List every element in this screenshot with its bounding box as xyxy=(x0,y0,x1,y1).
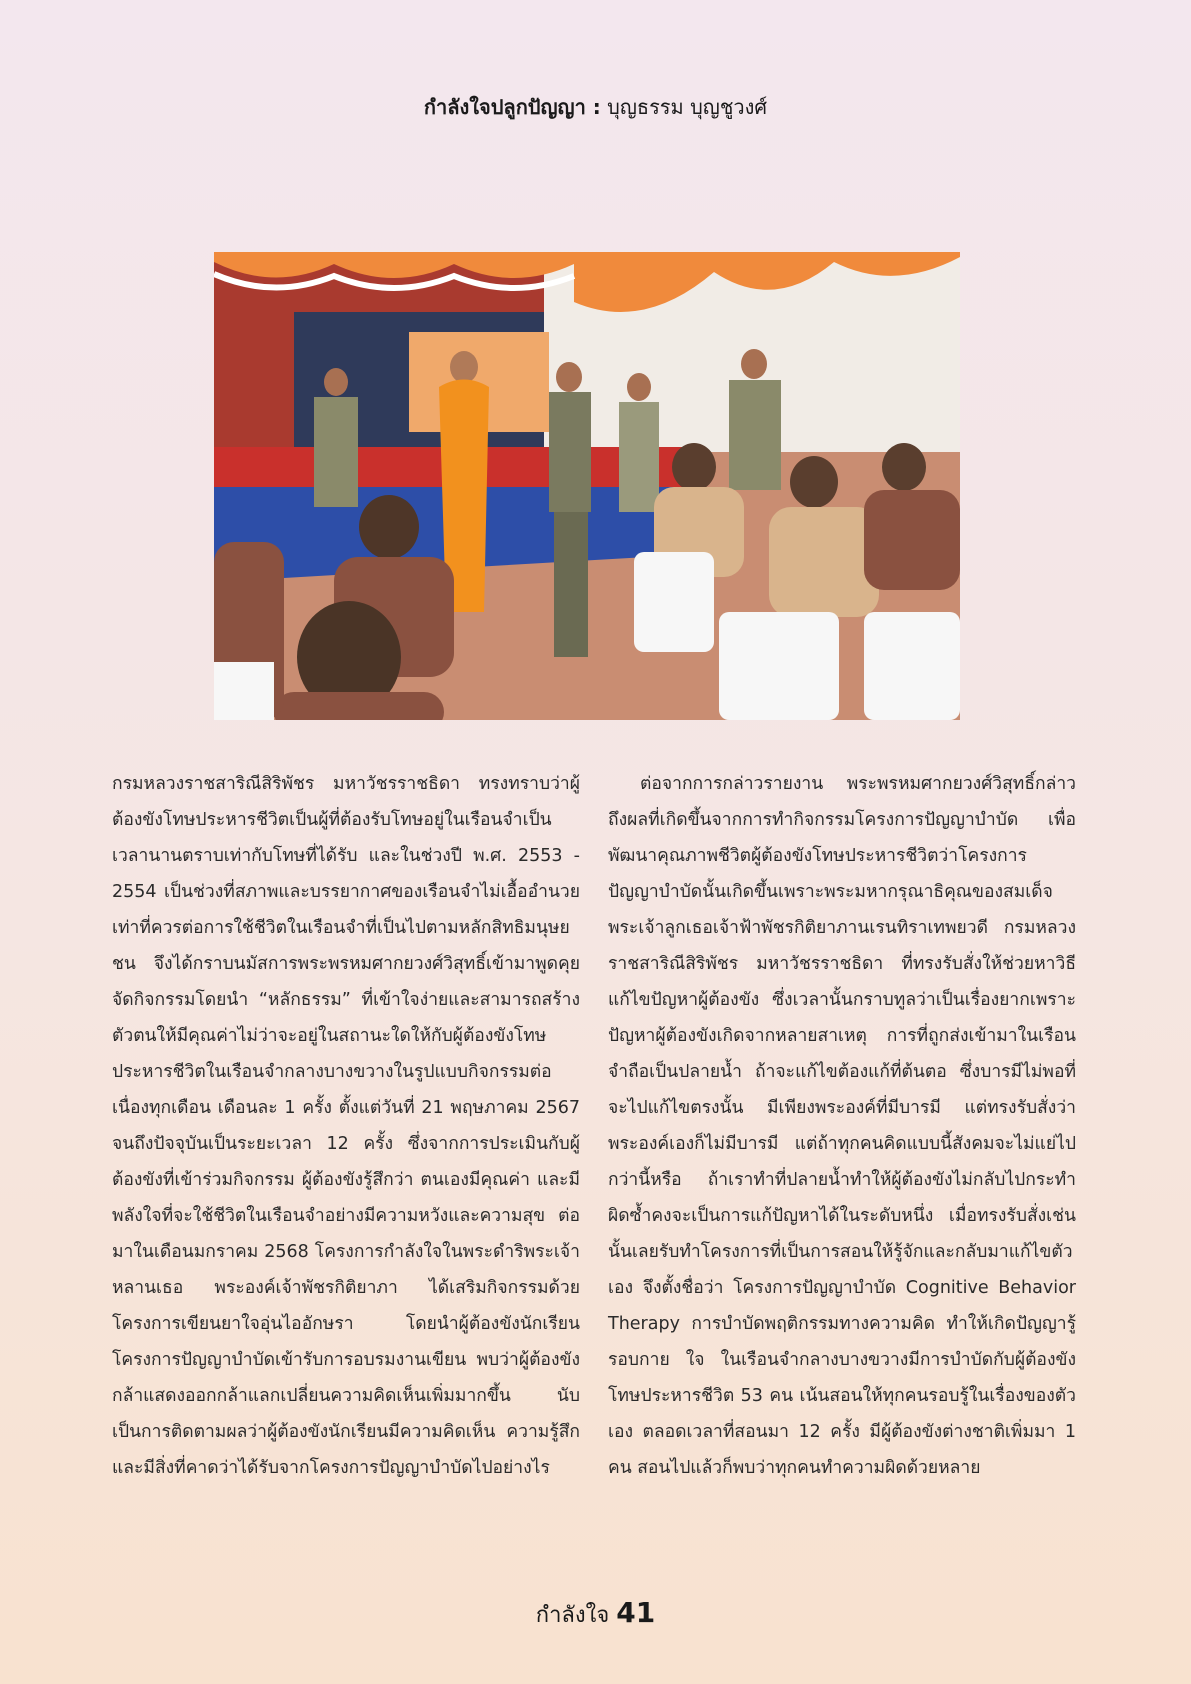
paragraph-left: กรมหลวงราชสาริณีสิริพัชร มหาวัชรราชธิดา ทรงทราบว่าผู้ต้องขังโทษประหารชีวิตเป็นผู้ที่ต้องรับโทษอยู่ในเรือนจำเป็นเวลานานตราบเท่ากับโทษที่ได้รับ และในช่วงปี พ.ศ. 2553 - 2554 เป็นช่วงที่สภาพและบรรยากาศของเรือนจำไม่เอื้ออำนวยเท่าที่ควรต่อการใช้ชีวิตในเรือนจำที่เป็นไปตามหลักสิทธิมนุษยชน จึงได้กราบนมัสการพระพรหมศากยวงศ์วิสุทธิ์เข้ามาพูดคุย จัดกิจกรรมโดยนำ “หลักธรรม” ที่เข้าใจง่ายและสามารถสร้างตัวตนให้มีคุณค่าไม่ว่าจะอยู่ในสถานะใดให้กับผู้ต้องขังโทษประหารชีวิตในเรือนจำกลางบางขวางในรูปแบบกิจกรรมต่อเนื่องทุกเดือน เดือนละ 1 ครั้ง ตั้งแต่วันที่ 21 พฤษภาคม 2567 จนถึงปัจจุบันเป็นระยะเวลา 12 ครั้ง ซึ่งจากการประเมินกับผู้ต้องขังที่เข้าร่วมกิจกรรม ผู้ต้องขังรู้สึกว่า ตนเองมีคุณค่า และมีพลังใจที่จะใช้ชีวิตในเรือนจำอย่างมีความหวังและความสุข ต่อมาในเดือนมกราคม 2568 โครงการกำลังใจในพระดำริพระเจ้าหลานเธอ พระองค์เจ้าพัชรกิติยาภา ได้เสริมกิจกรรมด้วยโครงการเขียนยาใจอุ่นไออักษรา โดยนำผู้ต้องขังนักเรียนโครงการปัญญาบำบัดเข้ารับการอบรมงานเขียน พบว่าผู้ต้องขังกล้าแสดงออกกล้าแลกเปลี่ยนความคิดเห็นเพิ่มมากขึ้น นับเป็นการติดตามผลว่าผู้ต้องขังนักเรียนมีความคิดเห็น ความรู้สึก และมีสิ่งที่คาดว่าได้รับจากโครงการปัญญาบำบัดไปอย่างไร xyxy=(112,774,580,1478)
page-footer xyxy=(0,1596,1191,1632)
page-number: 41 xyxy=(616,1596,656,1629)
author-name: บุญธรรม บุญชูวงศ์ xyxy=(607,95,768,119)
column-series-title: กำลังใจปลูกปัญญา : xyxy=(423,95,601,119)
article-column-right xyxy=(608,766,1076,1486)
event-photo xyxy=(214,252,960,720)
article-column-left xyxy=(112,766,580,1486)
magazine-name: กำลังใจ xyxy=(535,1603,610,1628)
page-header xyxy=(0,91,1191,123)
paragraph-right: ต่อจากการกล่าวรายงาน พระพรหมศากยวงศ์วิสุทธิ์กล่าวถึงผลที่เกิดขึ้นจากการทำกิจกรรมโครงการปัญญาบำบัด เพื่อพัฒนาคุณภาพชีวิตผู้ต้องขังโทษประหารชีวิตว่าโครงการปัญญาบำบัดนั้นเกิดขึ้นเพราะพระมหากรุณาธิคุณของสมเด็จพระเจ้าลูกเธอเจ้าฟ้าพัชรกิติยาภานเรนทิราเทพยวดี กรมหลวงราชสาริณีสิริพัชร มหาวัชรราชธิดา ที่ทรงรับสั่งให้ช่วยหาวิธีแก้ไขปัญหาผู้ต้องขัง ซึ่งเวลานั้นกราบทูลว่าเป็นเรื่องยากเพราะปัญหาผู้ต้องขังเกิดจากหลายสาเหตุ การที่ถูกส่งเข้ามาในเรือนจำถือเป็นปลายน้ำ ถ้าจะแก้ไขต้องแก้ที่ต้นตอ ซึ่งบารมีไม่พอที่จะไปแก้ไขตรงนั้น มีเพียงพระองค์ที่มีบารมี แต่ทรงรับสั่งว่าพระองค์เองก็ไม่มีบารมี แต่ถ้าทุกคนคิดแบบนี้สังคมจะไม่แย่ไปกว่านี้หรือ ถ้าเราทำที่ปลายน้ำทำให้ผู้ต้องขังไม่กลับไปกระทำผิดซ้ำคงจะเป็นการแก้ปัญหาได้ในระดับหนึ่ง เมื่อทรงรับสั่งเช่นนั้นเลยรับทำโครงการที่เป็นการสอนให้รู้จักและกลับมาแก้ไขตัวเอง จึงตั้งชื่อว่า โครงการปัญญาบำบัด Cognitive Behavior Therapy การบำบัดพฤติกรรมทางความคิด ทำให้เกิดปัญญารู้รอบกาย ใจ ในเรือนจำกลางบางขวางมีการบำบัดกับผู้ต้องขังโทษประหารชีวิต 53 คน เน้นสอนให้ทุกคนรอบรู้ในเรื่องของตัวเอง ตลอดเวลาที่สอนมา 12 ครั้ง มีผู้ต้องขังต่างชาติเพิ่มมา 1 คน สอนไปแล้วก็พบว่าทุกคนทำความผิดด้วยหลาย xyxy=(608,774,1076,1478)
